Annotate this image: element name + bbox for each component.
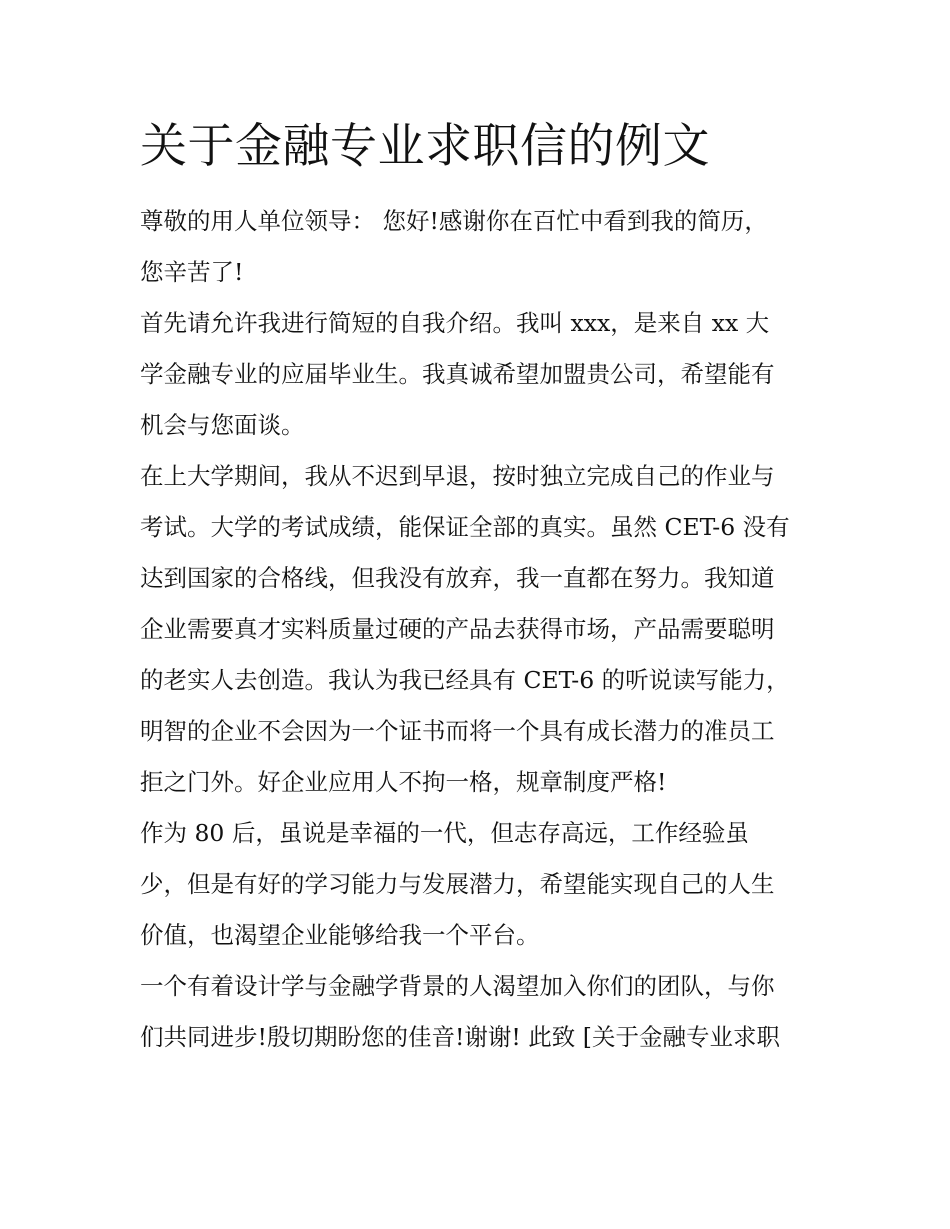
text-line: 考试。大学的考试成绩，能保证全部的真实。虽然 CET-6 没有 bbox=[140, 513, 790, 541]
paragraph-generation bbox=[140, 808, 820, 961]
text-line: 的老实人去创造。我认为我已经具有 CET-6 的听说读写能力， bbox=[140, 666, 790, 694]
text-line: 学金融专业的应届毕业生。我真诚希望加盟贵公司，希望能有 bbox=[140, 360, 775, 388]
text-line: 首先请允许我进行简短的自我介绍。我叫 xxx，是来自 xx 大 bbox=[140, 309, 770, 337]
text-line: 机会与您面谈。 bbox=[140, 411, 305, 439]
document-body bbox=[140, 196, 820, 1063]
paragraph-university bbox=[140, 451, 820, 808]
paragraph-introduction bbox=[140, 298, 820, 451]
text-line: 明智的企业不会因为一个证书而将一个具有成长潜力的准员工 bbox=[140, 717, 775, 745]
text-line: 价值，也渴望企业能够给我一个平台。 bbox=[140, 921, 540, 949]
text-line: 达到国家的合格线，但我没有放弃，我一直都在努力。我知道 bbox=[140, 564, 775, 592]
text-line: 少，但是有好的学习能力与发展潜力，希望能实现自己的人生 bbox=[140, 870, 775, 898]
text-line: 企业需要真才实料质量过硬的产品去获得市场，产品需要聪明 bbox=[140, 615, 775, 643]
text-line: 们共同进步!殷切期盼您的佳音!谢谢! 此致 [关于金融专业求职 bbox=[140, 1023, 780, 1051]
paragraph-closing bbox=[140, 961, 820, 1063]
text-line: 一个有着设计学与金融学背景的人渴望加入你们的团队，与你 bbox=[140, 972, 775, 1000]
text-line: 在上大学期间，我从不迟到早退，按时独立完成自己的作业与 bbox=[140, 462, 775, 490]
text-line: 尊敬的用人单位领导： 您好!感谢你在百忙中看到我的简历， bbox=[140, 207, 768, 235]
document-title: 关于金融专业求职信的例文 bbox=[140, 119, 710, 174]
text-line: 作为 80 后，虽说是幸福的一代，但志存高远，工作经验虽 bbox=[140, 819, 749, 847]
text-line: 您辛苦了! bbox=[140, 258, 244, 286]
paragraph-greeting bbox=[140, 196, 820, 298]
text-line: 拒之门外。好企业应用人不拘一格，规章制度严格! bbox=[140, 768, 667, 796]
